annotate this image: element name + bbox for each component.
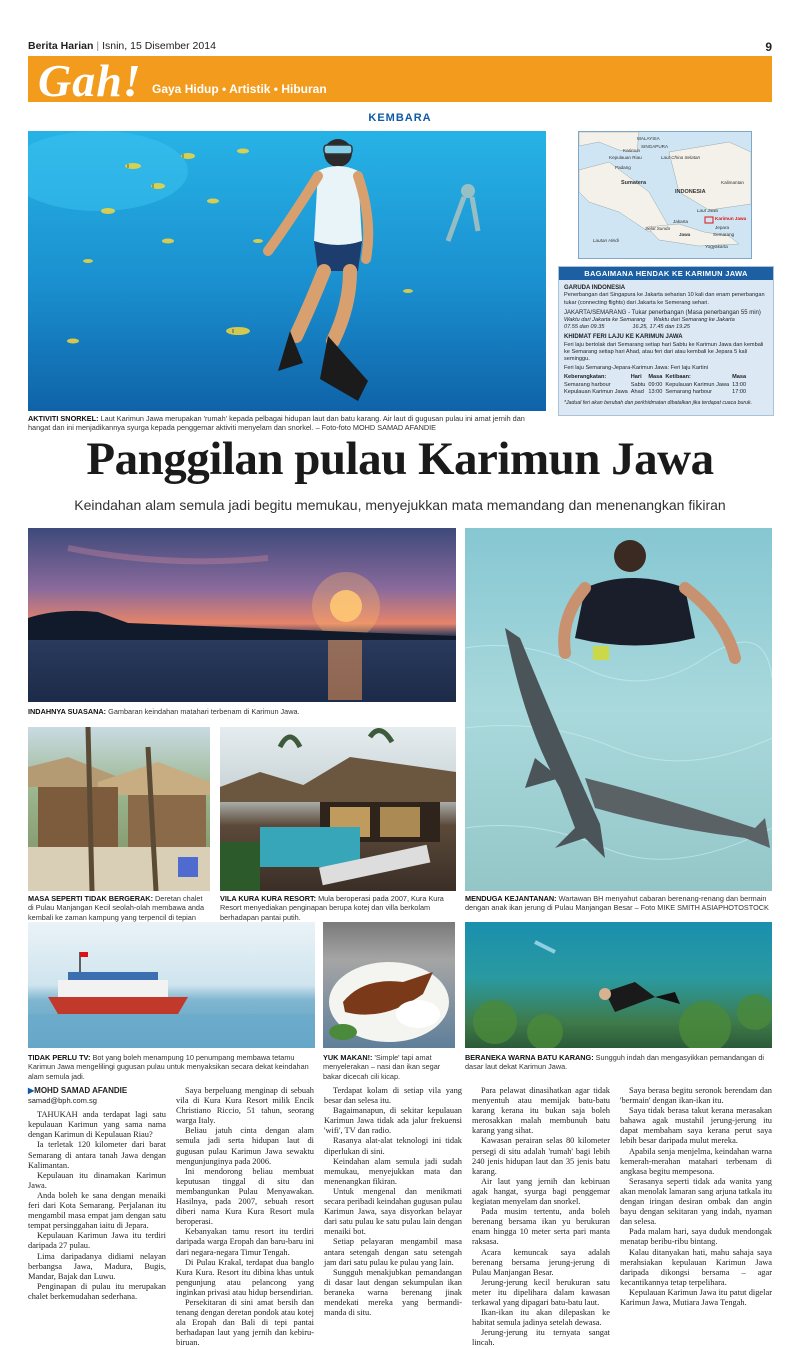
boat-photo <box>28 922 315 1048</box>
article-paragraph: Serasanya seperti tidak ada wanita yang akan menolak lamaran sang arjuna tatkala itu dengan iringan desiran ombak dan angin bayu dengan sekitaran yang indah, nyaman dan selesa. <box>620 1176 772 1227</box>
map-label-yogyakarta: Yogyakarta <box>705 244 728 249</box>
article-paragraph: Air laut yang jernih dan kebiruan agak hangat, syurga bagi penggemar kegiatan menyelam dan snorkel. <box>472 1176 610 1207</box>
article-column-5 <box>620 1086 772 1308</box>
article-paragraph: Kepulauan itu dinamakan Karimun Jawa. <box>28 1170 166 1190</box>
article-paragraph: Acara kemuncak saya adalah berenang bersama jerung-jerung di Pulau Manjangan Besar. <box>472 1247 610 1277</box>
article-paragraph: Pada musim tertentu, anda boleh berenang bersama ikan yu berukuran enam hingga 10 meter serta pari manta raksasa. <box>472 1207 610 1247</box>
article-column-1 <box>28 1086 166 1302</box>
map-label-jawa: Jawa <box>679 232 691 237</box>
article-column-4 <box>472 1086 610 1348</box>
caption-coral: BERANEKA WARNA BATU KARANG: Sungguh indah dan mengasyikkan pemandangan di dasar laut dekat Karimun Jawa. <box>465 1053 765 1072</box>
shark-photo <box>465 528 772 891</box>
headline: Panggilan pulau Karimun Jawa <box>86 433 714 485</box>
location-map <box>578 131 752 259</box>
article-paragraph: Anda boleh ke sana dengan menaiki feri dari Kota Semarang. Perjalanan itu mengambil masa empat jam dengan satu tempat persinggahan iaitu di Jepara. <box>28 1190 166 1231</box>
caption-boat: TIDAK PERLU TV: Bot yang boleh menampung 10 penumpang membawa tetamu Karimun Jawa mengelilingi gugusan pulau untuk menyaksikan secara dekat keindahan alam semula jadi. <box>28 1053 309 1081</box>
article-paragraph: Kebanyakan tamu resort itu terdiri daripada warga Eropah dan baru-baru ini dari negara-negara Timur Tengah. <box>176 1227 314 1257</box>
article-paragraph: Beliau jatuh cinta dengan alam semula jadi serta hidupan laut di gugusan pulau Karimun Jawa sewaktu mengunjunginya pada 2006. <box>176 1126 314 1166</box>
resort-photo <box>220 727 456 891</box>
article-column-3 <box>324 1086 462 1318</box>
map-label-lcs: Laut China Selatan <box>661 155 701 160</box>
article-paragraph: Pada malam hari, saya duduk mendongak menatap beribu-ribu bintang. <box>620 1227 772 1247</box>
chalet-photo <box>28 727 210 891</box>
article-paragraph: Saya berpeluang menginap di sebuah vila di Kura Kura Resort milik Encik Christiano Riccio, 51 tahun, seorang warga Italy. <box>176 1086 314 1126</box>
map-label-lautan-hindi: Lautan Hindi <box>593 238 619 243</box>
fish-meal-photo <box>323 922 455 1048</box>
ferry-text: Feri laju bertolak dari Semarang setiap hari Sabtu ke Karimun Jawa dan kembali ke Semarang setiap hari Ahad, atau feri dari atau kembali ke Jepara 5 kali seminggu. <box>564 341 764 363</box>
article-paragraph: Untuk mengenal dan menikmati secara peribadi keindahan gugusan pulau Karimun Jawa, saya disyorkan belayar dari satu pulau ke satu pulau lain dengan menaiki bot. <box>324 1186 462 1237</box>
garuda-text: Penerbangan dari Singapura ke Jakarta seharian 10 kali dan enam penerbangan tukar (connecting flights) dari Jakarta ke Semerang sehari. <box>564 292 765 306</box>
article-paragraph: Sungguh menakjubkan pemandangan di dasar laut dengan sekumpulan ikan beraneka warna berenang jinak mendekati mereka yang bermandi-manda di situ. <box>324 1267 462 1318</box>
page-number: 9 <box>765 40 772 54</box>
caption-resort: VILA KURA KURA RESORT: Mula beroperasi pada 2007, Kura Kura Resort menyediakan penginapan berupa kotej dan villa berkolam berhadapan pantai putih. <box>220 894 444 922</box>
ferry-heading: KHIDMAT FERI LAJU KE KARIMUN JAWA <box>564 334 683 341</box>
map-label-kalimantan: Kalimantan <box>721 180 744 185</box>
article-paragraph: Apabila senja menjelma, keindahan warna kemerah-merahan matahari terbenam di angkasa begitu mempesona. <box>620 1146 772 1176</box>
article-paragraph: Kalau ditanyakan hati, mahu sahaja saya merahsiakan kepulauan Karimun Jawa daripada dikongsi bersama – agar kecantikannya tetap terpelihara. <box>620 1247 772 1287</box>
map-label-semarang: Semarang <box>713 232 735 237</box>
article-paragraph: Para pelawat dinasihatkan agar tidak menyentuh atau memijak batu-batu karang kerana itu bukan saja boleh merosakkan malah membunuh batu karang yang sihat. <box>472 1086 610 1136</box>
js-heading: JAKARTA/SEMARANG - Tukar penerbangan (Masa penerbangan 55 min) <box>564 309 761 316</box>
article-paragraph: Setiap pelayaran mengambil masa antara setengah dengan satu setengah jam dari satu pulau ke pulau yang lain. <box>324 1237 462 1267</box>
col1-paragraphs <box>28 1110 166 1302</box>
issue-date: Isnin, 15 Disember 2014 <box>102 40 216 52</box>
article-paragraph: Penginapan di pulau itu merupakan chalet berkemudahan sederhana. <box>28 1281 166 1301</box>
map-label-jakarta: Jakarta <box>673 219 689 224</box>
caption-sunset: INDAHNYA SUASANA: Gambaran keindahan matahari terbenam di Karimun Jawa. <box>28 707 300 716</box>
col4-paragraphs <box>472 1086 610 1348</box>
coral-photo <box>465 922 772 1048</box>
article-paragraph: Jerung-jerung kecil berukuran satu meter itu dipelihara dalam kawasan terkawal yang dipagari batu-batu laut. <box>472 1277 610 1307</box>
paper-name: Berita Harian <box>28 40 94 52</box>
article-paragraph: Persekitaran di sini amat bersih dan tenang dengan deretan pondok atau kotej ala Eropah dan Bali di tepi pantai berhadapan laut yang jernih dan kebiru-biruan. <box>176 1297 314 1348</box>
article-paragraph: Kawasan perairan selas 80 kilometer persegi di situ adalah 'rumah' bagi lebih 240 jenis hidupan laut dan 35 jenis batu karang. <box>472 1136 610 1176</box>
article-paragraph: Lima daripadanya didiami nelayan berbangsa Jawa, Madura, Bugis, Mandar, Bajak dan Luwu. <box>28 1251 166 1281</box>
subheadline: Keindahan alam semula jadi begitu memukau, menyejukkan mata memandang dan menenangkan fikiran <box>74 497 726 513</box>
article-paragraph: Ini mendorong beliau membuat keputusan tinggal di situ dan membangunkan Pulau Menyawakan. Hasilnya, pada 2007, sebuah resort diberi nama Kura Kura Resort mula beroperasi. <box>176 1166 314 1227</box>
article-paragraph: Terdapat kolam di setiap vila yang besar dan selesa itu. <box>324 1086 462 1106</box>
article-paragraph: Ikan-ikan itu akan dilepaskan ke habitat semula jadinya setelah dewasa. <box>472 1308 610 1328</box>
map-label-singapura: SINGAPURA <box>641 144 669 149</box>
kicker: KEMBARA <box>368 112 432 124</box>
col3-paragraphs <box>324 1086 462 1318</box>
table-row: Semarang harbour Sabtu 09:00 Kepulauan Karimun Jawa 13:00 <box>564 381 747 388</box>
caption-snorkel: AKTIVITI SNORKEL: Laut Karimun Jawa merupakan 'rumah' kepada pelbagai hidupan laut dan batu karang. Air laut di gugusan pulau ini amat jernih dan hangat dan ini menjadikannya syurga kepada penggemar aktiviti menyelam dan snorkel. – Foto-foto MOHD SAMAD AFANDIE <box>28 414 525 433</box>
article-paragraph: Saya berasa begitu seronok berendam dan 'bermain' dengan ikan-ikan itu. <box>620 1086 772 1106</box>
table-row: Kepulauan Karimun Jawa Ahad 13:00 Semarang harbour 17:00 <box>564 388 747 395</box>
article-paragraph: Keindahan alam semula jadi sudah memukau, menyejukkan mata dan menenangkan fikiran. <box>324 1156 462 1186</box>
section-banner <box>28 55 772 106</box>
ferry-schedule-table: Keberangkatan: Hari Masa Ketibaan: Masa Semarang harbour Sabtu 09:00 Kepulauan Karimun Jawa 13:00 Kepulauan Karimun Jawa Ahad 13:00 Semarang harbour 17:00 <box>564 374 749 396</box>
article-paragraph: Ia terletak 120 kilometer dari barat Semarang di antara tanah Jawa dengan Kalimantan. <box>28 1140 166 1170</box>
garuda-heading: GARUDA INDONESIA <box>564 285 626 292</box>
caption-shark: MENDUGA KEJANTANAN: Wartawan BH menyahut cabaran berenang-renang dan bermain dengan anak ikan jerung di Pulau Manjangan Besar – Foto MIKE SMITH ASIAPHOTOSTOCK <box>465 894 769 913</box>
map-label-selat-sunda: Selat Sunda <box>645 226 671 231</box>
article-paragraph: Saya tidak berasa takut kerana merasakan bahawa agak mustahil jerung-jerung itu dapat membaham saya kerana perut saya lebih besar daripada mulut mereka. <box>620 1106 772 1146</box>
map-label-indonesia: INDONESIA <box>675 189 706 195</box>
infobox-note: *Jadual feri akan berubah dan perkhidmatan dibatalkan jika terdapat cuaca buruk. <box>564 400 753 407</box>
ferry-line: Feri laju Semarang-Jepara-Karimun Jawa: Feri laju Kartini <box>564 365 708 372</box>
map-label-padang: Padang <box>615 165 631 170</box>
article-paragraph: Di Pulau Krakal, terdapat dua banglo Kura Kura. Resort itu dibina khas untuk pengunjung atau pelancong yang inginkan privasi atau hidup bersendirian. <box>176 1257 314 1297</box>
masthead: Berita Harian | Isnin, 15 Disember 2014 9 <box>28 40 772 54</box>
caption-chalet: MASA SEPERTI TIDAK BERGERAK: Deretan chalet di Pulau Manjangan Kecil seolah-olah membawa anda kembali ke zaman kampung yang terpencil di tepian <box>28 894 205 922</box>
travel-infobox: BAGAIMANA HENDAK KE KARIMUN JAWA GARUDA INDONESIA Penerbangan dari Singapura ke Jakarta seharian 10 kali dan enam penerbangan tukar (connecting flights) dari Jakarta ke Semerang sehari. JAKARTA/SEMARANG - Tukar penerbangan (Masa penerbangan 55 min) Waktu dari Jakarta ke Semarang Waktu dari Semarang ke Jakarta 07.55 dan 09.35 16.25, 17.45 dan 19.25 KHIDMAT FERI LAJU KE KARIMUN JAWA Feri laju bertolak dari Semarang setiap hari Sabtu ke Karimun Jawa dan kembali ke Semarang setiap hari Ahad, atau feri dari atau kembali ke Jepara 5 kali seminggu. Feri laju Semarang-Jepara-Karimun Jawa: Feri laju Kartini Keberangkatan: Hari Masa Ketibaan: Masa Semarang harbour Sabtu 09:00 Kepulauan Karimun Jawa 13:00 Kepulauan Karimun Jawa Ahad 13:00 Semarang harbour 17:00 *Jadual feri akan berubah dan perkhidmatan dibatalkan jika terdapat cuaca buruk. <box>558 266 774 416</box>
sunset-photo <box>28 528 456 702</box>
caption-fish: YUK MAKAN!: 'Simple' tapi amat menyelerakan – nasi dan ikan segar bakar dicecah cili kicap. <box>323 1053 441 1081</box>
map-label-jepara: Jepara <box>715 225 730 230</box>
byline-email: samad@bph.com.sg <box>28 1096 97 1106</box>
map-label-laut-jawa: Laut Jawa <box>697 208 718 213</box>
article-paragraph: Bagaimanapun, di sekitar kepulauan Karimun Jawa tidak ada jalur frekuensi 'wifi', TV dan radio. <box>324 1106 462 1136</box>
byline: ▶MOHD SAMAD AFANDIE <box>28 1086 128 1095</box>
article-paragraph: Jerung-jerung itu ternyata sangat lincah. <box>472 1328 610 1348</box>
map-label-sumatera: Sumatera <box>621 180 647 186</box>
article-paragraph: Rasanya alat-alat teknologi ini tidak diperlukan di sini. <box>324 1136 462 1156</box>
article-column-2 <box>176 1086 314 1348</box>
map-label-karimun: Karimun <box>623 148 641 153</box>
article-paragraph: Kepulauan Karimun Jawa itu patut digelar Karimun Jawa, Mutiara Jawa Tengah. <box>620 1287 772 1307</box>
infobox-title: BAGAIMANA HENDAK KE KARIMUN JAWA <box>559 267 773 280</box>
snorkel-photo <box>28 131 546 411</box>
col2-paragraphs <box>176 1086 314 1348</box>
col5-paragraphs <box>620 1086 772 1308</box>
section-subtitle: Gaya Hidup • Artistik • Hiburan <box>152 82 327 96</box>
article-paragraph: Kepulauan Karimun Jawa itu terdiri daripada 27 pulau. <box>28 1231 166 1251</box>
section-logo: Gah! <box>38 55 142 106</box>
map-label-karimun-jawa: Karimun Jawa <box>715 216 747 221</box>
map-label-malaysia: MALAYSIA <box>637 136 660 141</box>
map-label-riau: Kepulauan Riau <box>609 155 642 160</box>
article-paragraph: TAHUKAH anda terdapat lagi satu kepulauan Karimun yang sama nama dengan Karimun di Kepulauan Riau? <box>28 1110 166 1140</box>
